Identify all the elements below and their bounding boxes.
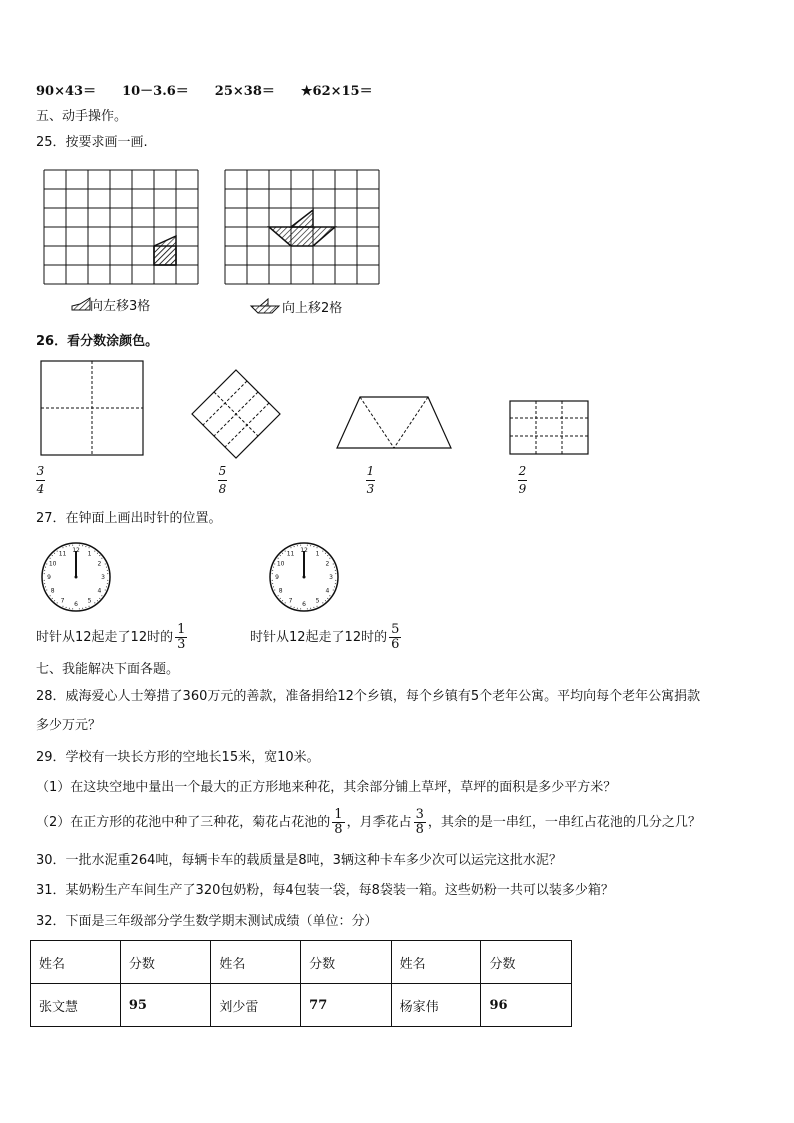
clock-tick [50,558,51,559]
clock-tick [335,573,336,574]
clock-tick [280,598,281,599]
table-header-cell: 姓名 [31,941,121,984]
clock-tick [294,607,295,608]
clock-tick [272,583,273,584]
clock-caption-left: 时针从12起走了12时的 $\frac{1}{3}$ [36,622,186,652]
clock-tick [97,553,98,554]
clock-numeral: 4 [325,587,330,595]
clock-tick [307,608,308,609]
square-shape [40,360,144,456]
clock-tick [272,573,273,574]
clock-tick [44,583,45,584]
clock-tick [313,607,314,608]
clock-tick [97,600,98,601]
clock-tick [310,608,311,609]
table-cell-name: 刘少雷 [211,984,301,1027]
clock-tick [335,580,336,581]
clock-tick [334,586,335,587]
clock-numeral: 1 [87,550,92,558]
rectangle-shape [509,400,589,455]
caption-move-left: 向左移3格 [90,299,151,314]
calc-item: ★62×15＝ [300,84,373,99]
clock-numeral: 11 [58,550,67,558]
clock-tick [85,546,86,547]
clock-tick [274,590,275,591]
clock-tick [307,545,308,546]
clock-numeral: 9 [275,574,279,581]
clock-tick [69,545,70,546]
question-27: 27．在钟面上画出时针的位置。 [36,511,222,526]
question-26: 26．看分数涂颜色。 [36,334,159,349]
clock-numeral: 5 [87,597,92,605]
clock-tick [72,545,73,546]
clock-tick [107,583,108,584]
clock-tick [85,607,86,608]
score-table [30,940,572,1027]
fraction-label: 5 8 [218,464,227,496]
clock-numeral: 2 [97,560,102,568]
clock-tick [62,606,63,607]
question-29-part1: （1）在这块空地中量出一个最大的正方形地来种花，其余部分铺上草坪，草坪的面积是多少平方米？ [36,780,617,795]
table-header-cell: 分数 [120,941,210,984]
clock-numeral: 3 [329,574,333,581]
clock-tick [274,563,275,564]
clock-numeral: 9 [47,574,51,581]
table-cell-name: 杨家伟 [391,984,481,1027]
clock-tick [82,608,83,609]
clock-tick [57,602,58,603]
clock-tick [46,563,47,564]
clock-tick [282,600,283,601]
clock-numeral: 12 [72,547,80,554]
clock-tick [94,602,95,603]
clock-tick [105,590,106,591]
clock-tick [79,608,80,609]
clock-numeral: 12 [300,547,308,554]
clock-tick [52,555,53,556]
clock-tick [106,567,107,568]
clock-numeral: 10 [276,560,285,568]
clock-tick [66,546,67,547]
clock-tick [44,580,45,581]
fraction-label: 1 3 [366,464,375,496]
clock-tick [69,608,70,609]
clock-tick [297,608,298,609]
clock-tick [57,551,58,552]
clock-tick [273,586,274,587]
clock-tick [46,590,47,591]
boat-icon [250,298,280,314]
clock-tick [272,570,273,571]
clock-numeral: 11 [286,550,295,558]
clock-numeral: 10 [48,560,57,568]
clock-tick [107,580,108,581]
question-25: 25．按要求画一画. [36,135,148,150]
table-cell-score: 77 [301,984,391,1027]
clock-numeral: 8 [278,587,283,595]
clock-tick [278,595,279,596]
clock-tick [317,547,318,548]
table-cell-score: 96 [481,984,572,1027]
clock-tick [82,545,83,546]
table-header-cell: 分数 [301,941,391,984]
clock-tick [313,546,314,547]
clock-tick [297,545,298,546]
clock-tick [334,567,335,568]
clock-caption-right: 时针从12起走了12时的 $\frac{5}{6}$ [250,622,400,652]
clock-tick [335,583,336,584]
table-header-cell: 姓名 [211,941,301,984]
clock-tick [290,547,291,548]
caption-move-up: 向上移2格 [282,301,343,316]
clock-tick [107,570,108,571]
clock-tick [99,555,100,556]
clock-tick [300,608,301,609]
clock-tick [317,606,318,607]
clock-tick [66,607,67,608]
clock-numeral: 8 [50,587,55,595]
fraction-label: 3 4 [36,464,45,496]
question-30: 30．一批水泥重264吨，每辆卡车的载质量是8吨，3辆这种卡车多少次可以运完这批水泥？ [36,853,562,868]
trapezoid-shape [336,396,452,450]
grid-left [44,170,200,286]
question-32: 32．下面是三年级部分学生数学期末测试成绩（单位：分） [36,914,378,929]
clock-numeral: 2 [325,560,330,568]
clock-tick [322,602,323,603]
diamond-shape [191,369,281,459]
clock-tick [322,551,323,552]
clock-tick [72,608,73,609]
question-31: 31．某奶粉生产车间生产了320包奶粉，每4包装一袋，每8袋装一箱。这些奶粉一共可以装多少箱？ [36,883,614,898]
table-header-cell: 分数 [481,941,572,984]
clock-face-left [40,541,112,613]
clock-tick [294,546,295,547]
clock-tick [54,600,55,601]
clock-tick [45,567,46,568]
clock-tick [107,573,108,574]
clock-numeral: 4 [97,587,102,595]
flag-icon [70,296,92,312]
clock-tick [329,558,330,559]
clock-tick [290,606,291,607]
calc-item: 25×38＝ [214,84,275,99]
fraction-label: 2 9 [518,464,527,496]
clock-numeral: 6 [74,601,78,608]
question-29: 29．学校有一块长方形的空地长15米，宽10米。 [36,750,320,765]
clock-tick [273,567,274,568]
clock-tick [45,586,46,587]
clock-tick [94,551,95,552]
clock-tick [285,602,286,603]
section-7-heading: 七、我能解决下面各题。 [36,662,180,677]
clock-tick [333,590,334,591]
clock-tick [105,563,106,564]
clock-numeral: 7 [60,597,65,605]
clock-numeral: 3 [101,574,105,581]
clock-tick [79,545,80,546]
clock-tick [327,555,328,556]
question-28-line1: 28．威海爱心人士筹措了360万元的善款，准备捐给12个乡镇，每个乡镇有5个老年公寓。平均向每个老年公寓捐款 [36,689,701,704]
calc-item: 90×43＝ [36,84,97,99]
clock-tick [300,545,301,546]
clock-tick [52,598,53,599]
clock-tick [285,551,286,552]
clock-numeral: 7 [288,597,293,605]
flag-shape [154,236,176,265]
calc-item: 10－3.6＝ [122,84,189,99]
clock-tick [325,553,326,554]
clock-tick [329,595,330,596]
clock-tick [62,547,63,548]
boat-shape [269,210,335,246]
clock-tick [278,558,279,559]
clock-tick [310,545,311,546]
clock-tick [325,600,326,601]
section-5-heading: 五、动手操作。 [36,109,128,124]
clock-tick [327,598,328,599]
clock-tick [106,586,107,587]
clock-numeral: 6 [302,601,306,608]
clock-tick [54,553,55,554]
clock-tick [99,598,100,599]
clock-numeral: 1 [315,550,320,558]
clock-tick [44,573,45,574]
clock-face-right [268,541,340,613]
table-header-cell: 姓名 [391,941,481,984]
clock-tick [272,580,273,581]
clock-tick [89,547,90,548]
table-cell-name: 张文慧 [31,984,121,1027]
calc-line [36,83,399,101]
clock-tick [335,570,336,571]
clock-tick [101,558,102,559]
table-row [31,984,572,1027]
clock-tick [101,595,102,596]
clock-tick [282,553,283,554]
question-29-part2: （2）在正方形的花池中种了三种花，菊花占花池的 $\frac{1}{8}$ ，月季花占 $\frac{3}{8}$ ，其余的是一串红，一串红占花池的几分之几？ [36,807,701,837]
clock-numeral: 5 [315,597,320,605]
clock-tick [333,563,334,564]
table-header-row [31,941,572,984]
table-cell-score: 95 [120,984,210,1027]
clock-tick [44,570,45,571]
clock-tick [280,555,281,556]
clock-tick [50,595,51,596]
question-28-line2: 多少万元？ [36,718,102,733]
grid-right [225,170,381,286]
clock-tick [89,606,90,607]
